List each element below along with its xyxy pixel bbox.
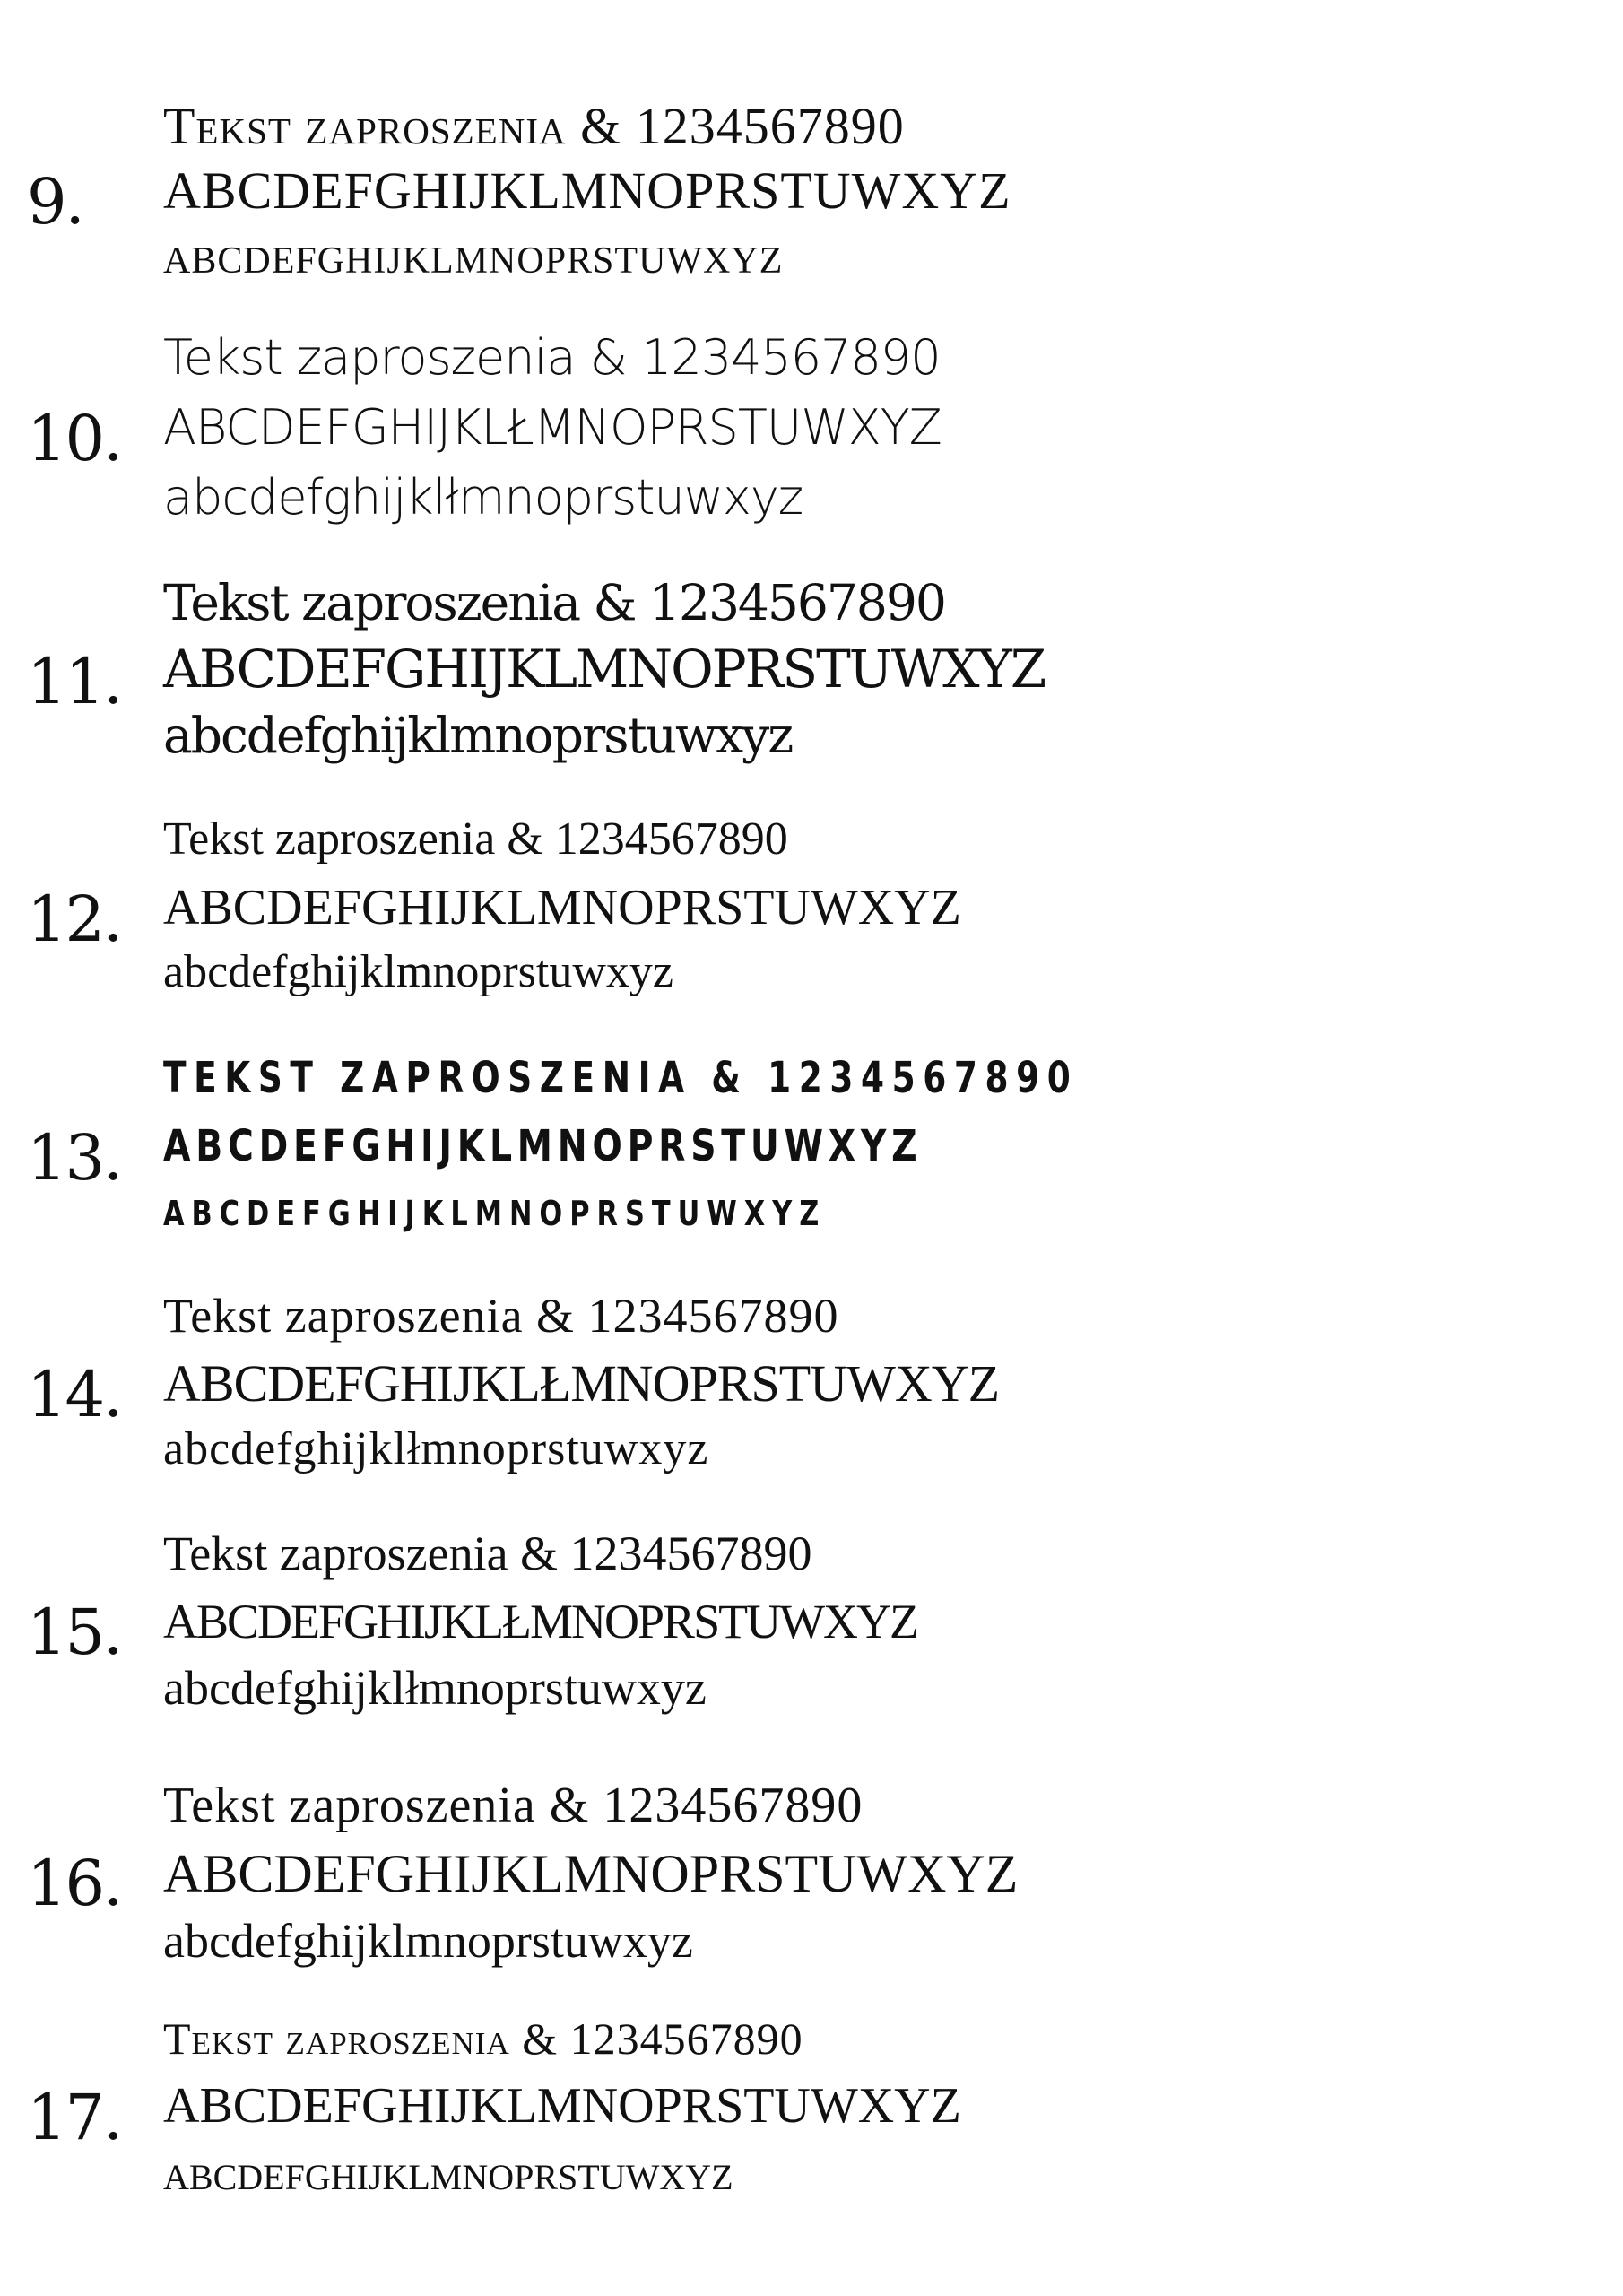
font-sample-13 bbox=[0, 1053, 1623, 1290]
sample-number: 9. bbox=[27, 165, 83, 239]
sample-lowercase-line: ABCDEFGHIJKLMNOPRSTUWXYZ bbox=[163, 2157, 733, 2197]
sample-number: 11. bbox=[27, 645, 122, 718]
sample-lowercase-line: abcdefghijklmnoprstuwxyz bbox=[163, 1914, 693, 1968]
sample-lowercase-line: abcdefghijklmnoprstuwxyz bbox=[163, 946, 673, 997]
sample-text-line: Tekst zaproszenia & 1234567890 bbox=[163, 813, 788, 865]
font-sample-16 bbox=[0, 1780, 1623, 2013]
sample-uppercase-line: ABCDEFGHIJKLMNOPRSTUWXYZ bbox=[163, 1121, 923, 1171]
sample-lowercase-line: ABCDEFGHIJKLMNOPRSTUWXYZ bbox=[163, 1194, 827, 1233]
sample-number: 15. bbox=[27, 1596, 122, 1669]
sample-lowercase-line: abcdefghijklmnoprstuwxyz bbox=[163, 707, 793, 764]
sample-number: 12. bbox=[27, 883, 122, 956]
sample-uppercase-line: ABCDEFGHIJKLŁMNOPRSTUWXYZ bbox=[163, 1354, 1000, 1413]
sample-lowercase-line: abcdefghijklłmnoprstuwxyz bbox=[163, 1423, 709, 1474]
font-sample-14 bbox=[0, 1289, 1623, 1525]
font-sample-17 bbox=[0, 2013, 1623, 2249]
sample-number: 13. bbox=[27, 1121, 122, 1195]
font-sample-11 bbox=[0, 574, 1623, 812]
font-sample-9 bbox=[0, 97, 1623, 334]
sample-lowercase-line: abcdefghijklłmnoprstuwxyz bbox=[163, 1661, 707, 1715]
sample-text-line: Tekst zaproszenia & 1234567890 bbox=[163, 97, 905, 155]
sample-text-line: Tekst zaproszenia & 1234567890 bbox=[163, 574, 945, 631]
font-sample-10 bbox=[0, 329, 1623, 567]
sample-text-line: Tekst zaproszenia & 1234567890 bbox=[163, 2013, 803, 2064]
sample-text-line: TEKST ZAPROSZENIA & 1234567890 bbox=[163, 1053, 1079, 1103]
sample-text-line: Tekst zaproszenia & 1234567890 bbox=[163, 1778, 864, 1833]
sample-number: 14. bbox=[27, 1358, 122, 1431]
sample-number: 17. bbox=[27, 2081, 122, 2154]
sample-uppercase-line: ABCDEFGHIJKLŁMNOPRSTUWXYZ bbox=[163, 1595, 918, 1648]
sample-number: 10. bbox=[27, 402, 122, 475]
sample-uppercase-line: ABCDEFGHIJKLMNOPRSTUWXYZ bbox=[163, 161, 1011, 220]
sample-uppercase-line: ABCDEFGHIJKLMNOPRSTUWXYZ bbox=[163, 639, 1046, 700]
font-sample-15 bbox=[0, 1526, 1623, 1762]
sample-lowercase-line: ABCDEFGHIJKLMNOPRSTUWXYZ bbox=[163, 240, 784, 282]
sample-uppercase-line: ABCDEFGHIJKLMNOPRSTUWXYZ bbox=[163, 1844, 1019, 1903]
sample-text-line: Tekst zaproszenia & 1234567890 bbox=[163, 329, 941, 386]
sample-number: 16. bbox=[27, 1847, 122, 1920]
font-sample-12 bbox=[0, 813, 1623, 1049]
sample-uppercase-line: ABCDEFGHIJKLMNOPRSTUWXYZ bbox=[163, 2078, 961, 2134]
sample-lowercase-line: abcdefghijklłmnoprstuwxyz bbox=[163, 469, 803, 526]
sample-uppercase-line: ABCDEFGHIJKLMNOPRSTUWXYZ bbox=[163, 880, 961, 935]
sample-text-line: Tekst zaproszenia & 1234567890 bbox=[163, 1526, 812, 1580]
sample-uppercase-line: ABCDEFGHIJKLŁMNOPRSTUWXYZ bbox=[163, 399, 942, 456]
sample-text-line: Tekst zaproszenia & 1234567890 bbox=[163, 1289, 839, 1343]
